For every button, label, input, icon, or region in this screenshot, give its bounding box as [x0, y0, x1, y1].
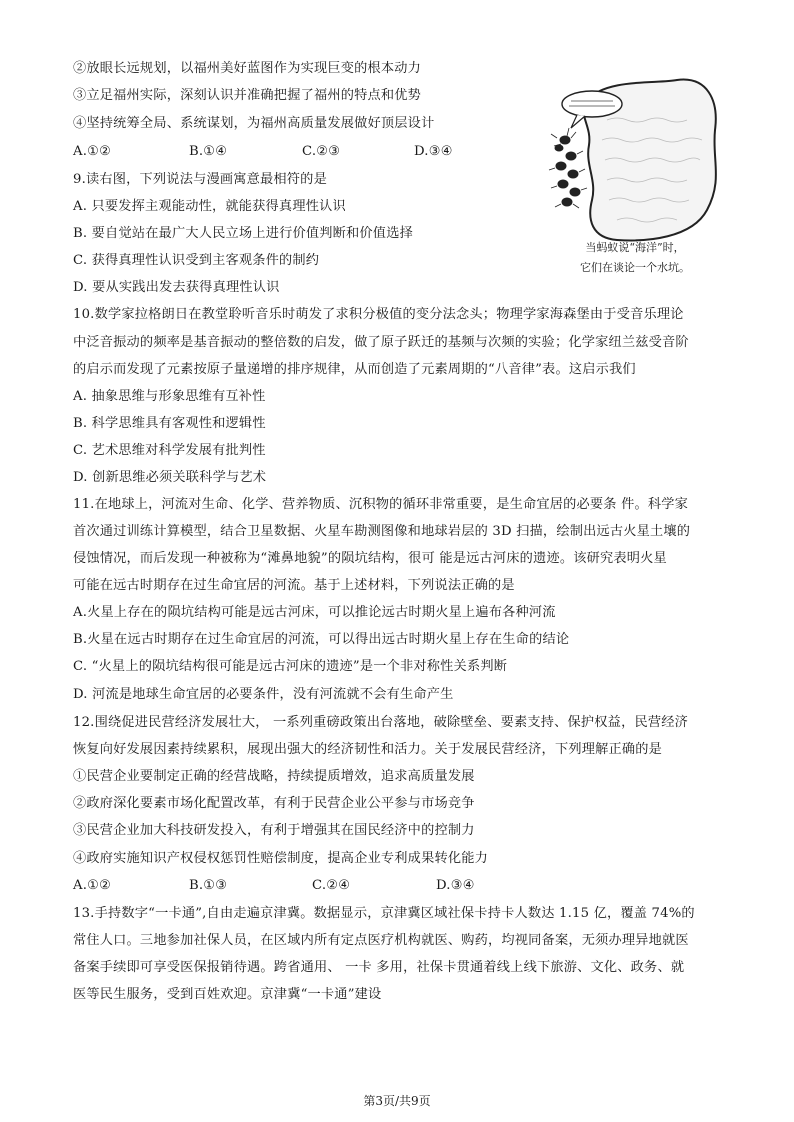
- q9-option-c: C. 获得真理性认识受到主客观条件的制约: [73, 253, 320, 268]
- q11-option-a: A.火星上存在的陨坑结构可能是远古河床，可以推论远古时期火星上遍布各种河流: [73, 605, 556, 620]
- q8-option-d: D.③④: [414, 144, 453, 159]
- q12-option-c: C.②④: [312, 878, 351, 893]
- page-number: 第3页/共9页: [363, 1094, 431, 1108]
- q13-stem-line-4: 医等民生服务，受到百姓欢迎。京津冀“一卡通”建设: [73, 987, 382, 1002]
- q12-item-3: ③民营企业加大科技研发投入，有利于增强其在国民经济中的控制力: [73, 823, 475, 838]
- cartoon-caption-line-1: 当蚂蚁说“海洋”时，: [585, 241, 685, 254]
- q12-option-a: A.①②: [73, 878, 112, 893]
- q12-item-4: ④政府实施知识产权侵权惩罚性赔偿制度，提高企业专利成果转化能力: [73, 851, 489, 866]
- q11-stem-line-1: 11.在地球上，河流对生命、化学、营养物质、沉积物的循环非常重要，是生命宜居的必要条 件。科学家: [73, 497, 689, 512]
- q8-item-3: ③立足福州实际，深刻认识并准确把握了福州的特点和优势: [73, 88, 422, 103]
- q10-option-d: D. 创新思维必须关联科学与艺术: [73, 470, 267, 485]
- q12-stem-line-1: 12.围绕促进民营经济发展壮大， 一系列重磅政策出台落地，破除壁垒、要素支持、保护权益，民营经济: [73, 715, 689, 730]
- q9-option-b: B. 要自觉站在最广大人民立场上进行价值判断和价值选择: [73, 226, 413, 241]
- q10-stem-line-2: 中泛音振动的频率是基音振动的整倍数的启发，做了原子跃迁的基频与次频的实验；化学家纽兰兹受音阶: [73, 335, 689, 350]
- q10-option-a: A. 抽象思维与形象思维有互补性: [73, 389, 266, 404]
- q8-item-4: ④坚持统筹全局、系统谋划，为福州高质量发展做好顶层设计: [73, 116, 435, 131]
- q11-stem-line-4: 可能在远古时期存在过生命宜居的河流。基于上述材料，下列说法正确的是: [73, 578, 515, 593]
- q11-stem-line-3: 侵蚀情况，而后发现一种被称为“滩鼻地貌”的陨坑结构，很可 能是远古河床的遗迹。该研究表明火星: [73, 551, 667, 566]
- q12-option-d: D.③④: [436, 878, 475, 893]
- cartoon-caption-line-2: 它们在谈论一个水坑。: [580, 261, 690, 274]
- ant-puddle-cartoon: [547, 70, 723, 248]
- q11-option-c: C. “火星上的陨坑结构很可能是远古河床的遗迹”是一个非对称性关系判断: [73, 659, 508, 674]
- q9-option-a: A. 只要发挥主观能动性，就能获得真理性认识: [73, 199, 346, 214]
- q10-stem-line-1: 10.数学家拉格朗日在教堂聆听音乐时萌发了求积分极值的变分法念头；物理学家海森堡由于受音乐理论: [73, 307, 684, 322]
- q11-option-b: B.火星在远古时期存在过生命宜居的河流，可以得出远古时期火星上存在生命的结论: [73, 632, 570, 647]
- q8-option-c: C.②③: [302, 144, 341, 159]
- q8-option-b: B.①④: [189, 144, 228, 159]
- q12-item-1: ①民营企业要制定正确的经营战略，持续提质增效，追求高质量发展: [73, 769, 475, 784]
- q12-option-b: B.①③: [189, 878, 228, 893]
- q8-option-a: A.①②: [73, 144, 112, 159]
- q8-item-2: ②放眼长远规划，以福州美好蓝图作为实现巨变的根本动力: [73, 61, 422, 76]
- q12-stem-line-2: 恢复向好发展因素持续累积，展现出强大的经济韧性和活力。关于发展民营经济，下列理解正确的是: [73, 742, 663, 757]
- q8-options: [73, 143, 453, 161]
- q9-stem: 9.读右图，下列说法与漫画寓意最相符的是: [73, 172, 327, 187]
- q10-stem-line-3: 的启示而发现了元素按原子量递增的排序规律，从而创造了元素周期的“八音律”表。这启示我们: [73, 362, 636, 377]
- q13-stem-line-3: 备案手续即可享受医保报销待遇。跨省通用、 一卡 多用，社保卡贯通着线上线下旅游、文化、政务、就: [73, 960, 685, 975]
- q13-stem-line-1: 13.手持数字“一卡通”,自由走遍京津冀。数据显示，京津冀区域社保卡持卡人数达 1.15 亿，覆盖 74%的: [73, 906, 695, 921]
- q11-option-d: D. 河流是地球生命宜居的必要条件，没有河流就不会有生命产生: [73, 687, 454, 702]
- q10-option-c: C. 艺术思维对科学发展有批判性: [73, 443, 266, 458]
- q9-option-d: D. 要从实践出发去获得真理性认识: [73, 280, 280, 295]
- q11-stem-line-2: 首次通过训练计算模型，结合卫星数据、火星车勘测图像和地球岩层的 3D 扫描，绘制出远古火星土壤的: [73, 524, 691, 539]
- q12-options: [73, 877, 475, 895]
- q13-stem-line-2: 常住人口。三地参加社保人员，在区域内所有定点医疗机构就医、购药，均视同备案，无须办理异地就医: [73, 933, 689, 948]
- q10-option-b: B. 科学思维具有客观性和逻辑性: [73, 416, 266, 431]
- q12-item-2: ②政府深化要素市场化配置改革，有利于民营企业公平参与市场竞争: [73, 796, 475, 811]
